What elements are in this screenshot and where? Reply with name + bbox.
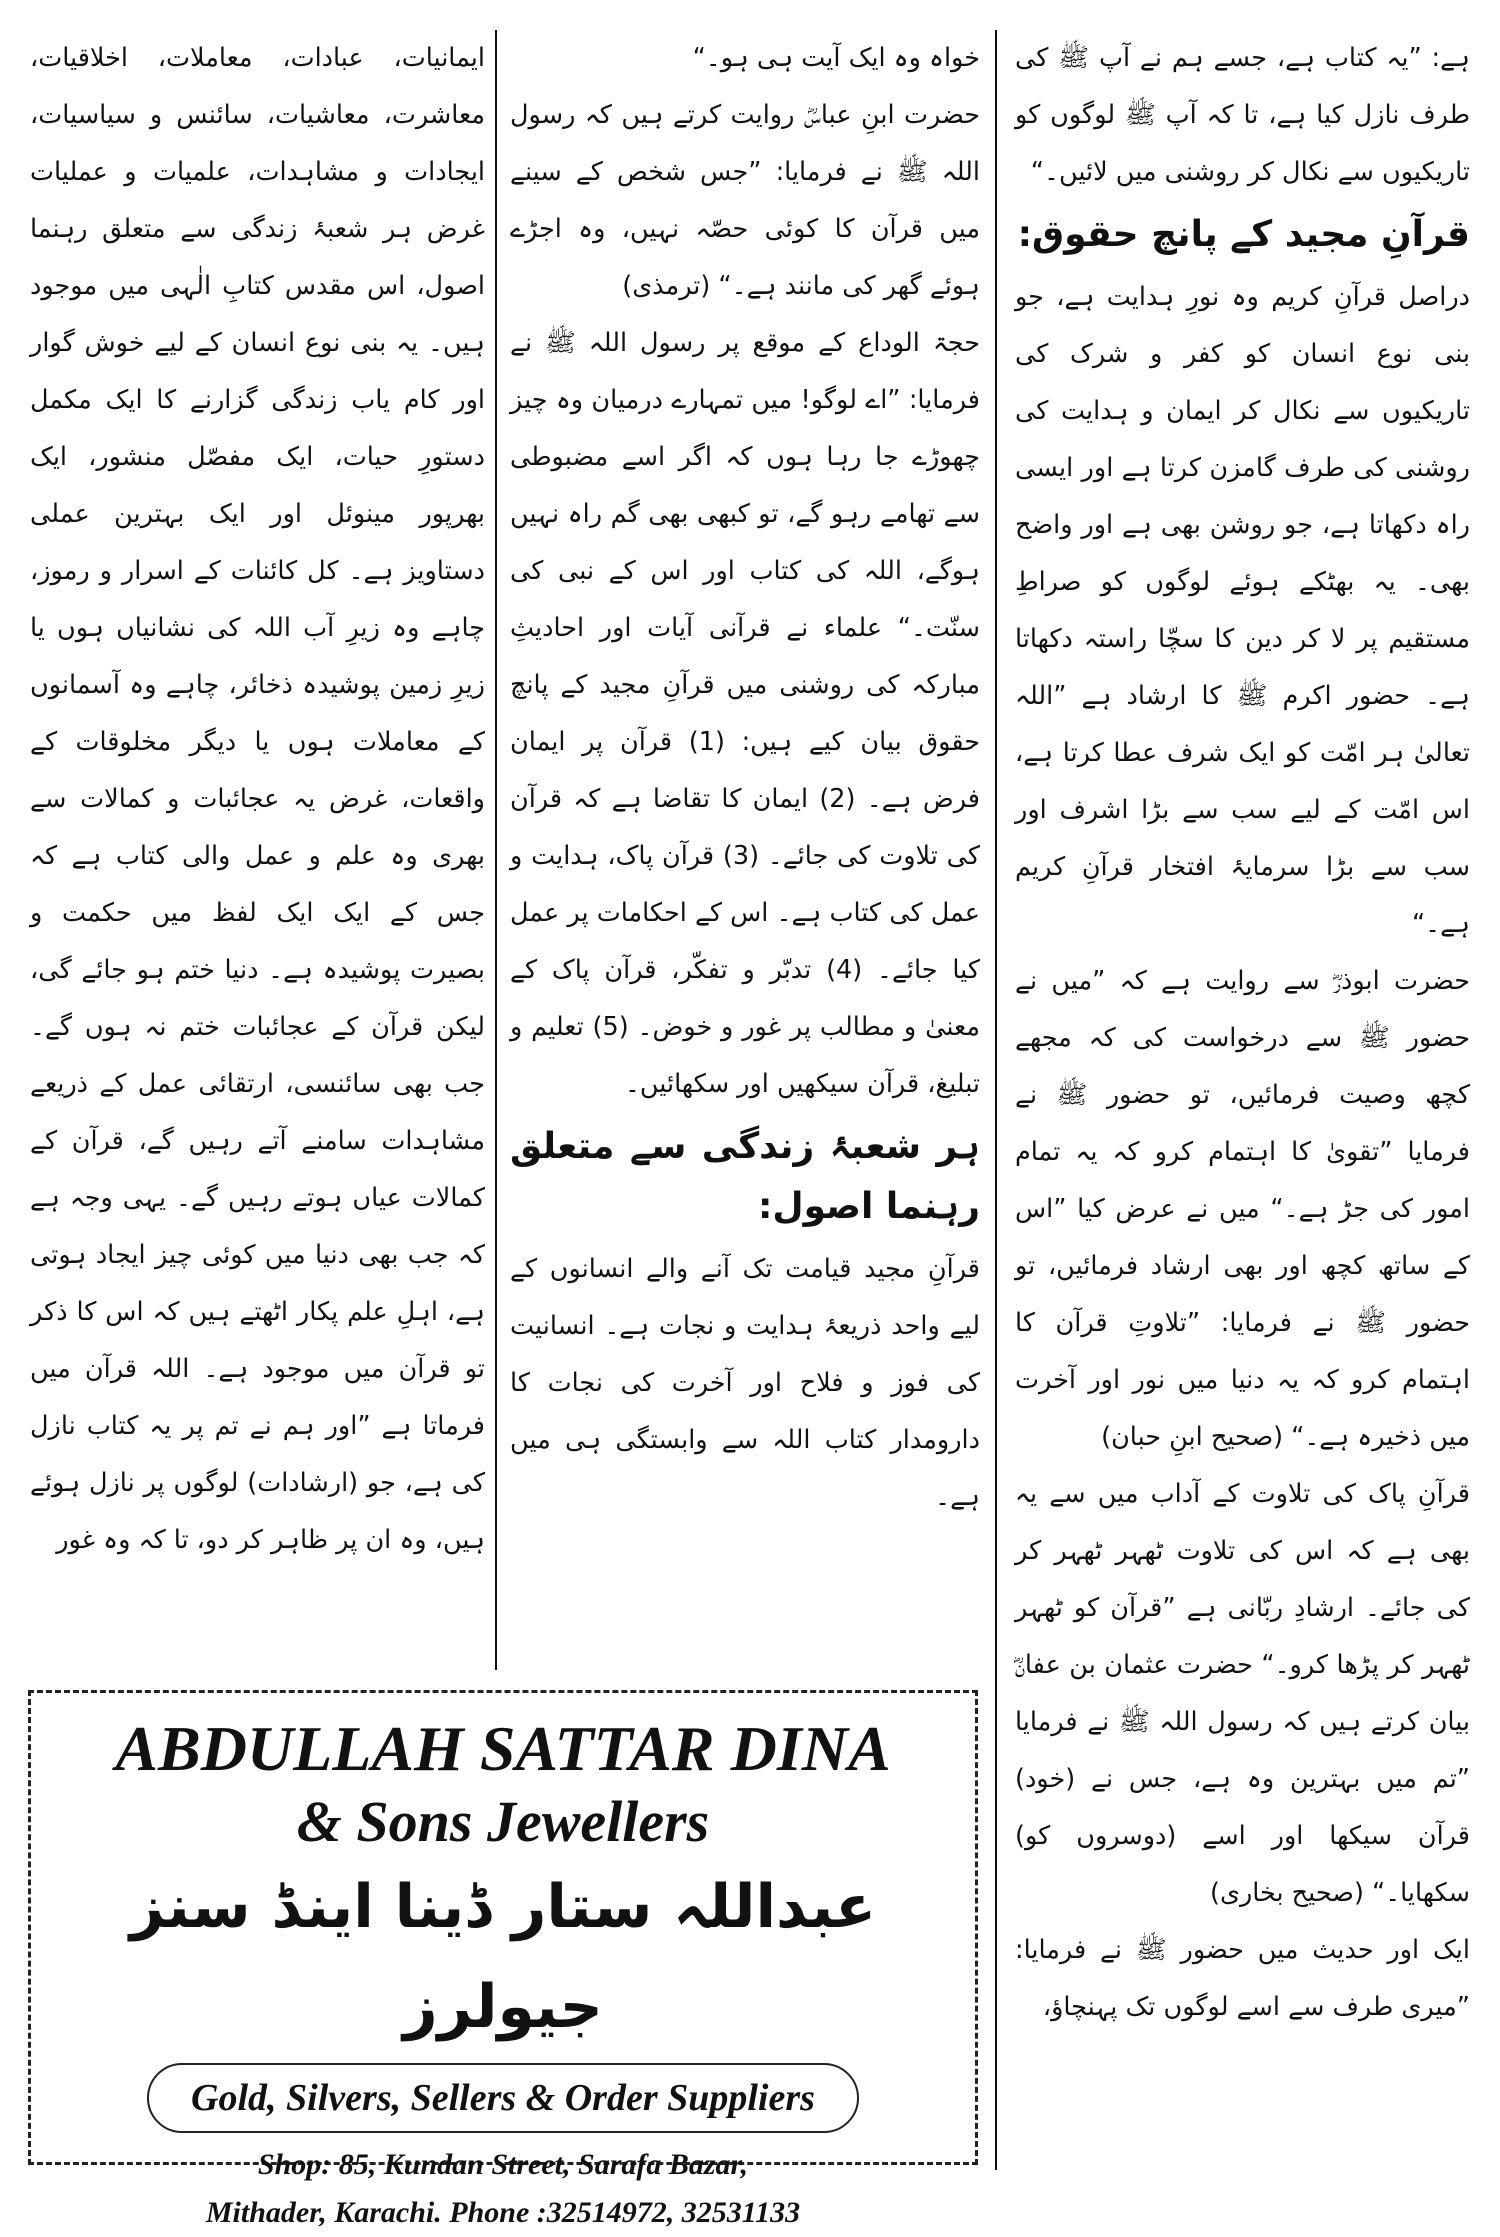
paragraph: ایک اور حدیث میں حضور ﷺ نے فرمایا: ”میری طرف سے اسے لوگوں تک پہنچاؤ، (1015, 1935, 1470, 2022)
paragraph: قرآنِ پاک کی تلاوت کے آداب میں سے یہ بھی ہے کہ اس کی تلاوت ٹھہر ٹھہر کر کی جائے۔ ارشادِ ربّانی ہے ”قرآن کو ٹھہر ٹھہر کر پڑھا کرو۔“ حضرت عثمان بن عفانؓ بیان کرتے ہیں کہ رسول اللہ ﷺ نے فرمایا ”تم میں بہترین وہ ہے، جس نے (خود) قرآن سیکھا اور اسے (دوسروں کو) سکھایا۔“ (صحیح بخاری) (1015, 1479, 1470, 1908)
ad-subtitle: & Sons Jewellers (296, 1789, 710, 1854)
ad-services-badge: Gold, Silvers, Sellers & Order Suppliers (147, 2063, 859, 2133)
paragraph: حضرت ابنِ عباسؓ روایت کرتے ہیں کہ رسول اللہ ﷺ نے فرمایا: ”جس شخص کے سینے میں قرآن کا کوئی حصّہ نہیں، وہ اجڑے ہوئے گھر کی مانند ہے۔“ (ترمذی) (510, 100, 980, 301)
section-heading-guiding-principles: ہر شعبۂ زندگی سے متعلق رہنما اصول: (510, 1126, 980, 1227)
ad-address-line-2: Mithader, Karachi. Phone :32514972, 32531133 (205, 2196, 801, 2229)
paragraph: ہے: ”یہ کتاب ہے، جسے ہم نے آپ ﷺ کی طرف نازل کیا ہے، تا کہ آپ ﷺ لوگوں کو تاریکیوں سے نکال کر روشنی میں لائیں۔“ (1015, 43, 1470, 187)
paragraph: حضرت ابوذرؓ سے روایت ہے کہ ”میں نے حضور ﷺ سے درخواست کی کہ مجھے کچھ وصیت فرمائیں، تو حضور ﷺ نے فرمایا ”تقویٰ کا اہتمام کرو کہ یہ تمام امور کی جڑ ہے۔“ میں نے عرض کیا ”اس کے ساتھ کچھ اور بھی ارشاد فرمائیں، تو حضور ﷺ نے فرمایا: ”تلاوتِ قرآن کا اہتمام کرو کہ یہ دنیا میں نور اور آخرت میں ذخیرہ ہے۔“ (صحیح ابنِ حبان) (1015, 966, 1470, 1452)
jeweller-advertisement (28, 1690, 978, 2229)
column-divider (995, 30, 997, 2170)
paragraph: دراصل قرآنِ کریم وہ نورِ ہدایت ہے، جو بنی نوع انسان کو کفر و شرک کی تاریکیوں سے نکال کر ایمان و ہدایت کی روشنی کی طرف گامزن کرتا ہے اور ایسی راہ دکھاتا ہے، جو روشن بھی ہے اور واضح بھی۔ یہ بھٹکے ہوئے لوگوں کو صراطِ مستقیم پر لا کر دین کا سچّا راستہ دکھاتا ہے۔ حضور اکرم ﷺ کا ارشاد ہے ”اللہ تعالیٰ ہر امّت کو ایک شرف عطا کرتا ہے، اس امّت کے لیے سب سے بڑا اشرف اور سب سے بڑا سرمایۂ افتخار قرآنِ کریم ہے۔“ (1015, 282, 1470, 939)
column-divider (495, 30, 497, 1670)
article-column-right (1015, 30, 1470, 2036)
ad-address-line-1: Shop: 85, Kundan Street, Sarafa Bazar, (257, 2148, 749, 2181)
paragraph: قرآنِ مجید قیامت تک آنے والے انسانوں کے لیے واحد ذریعۂ ہدایت و نجات ہے۔ انسانیت کی فوز و فلاح اور آخرت کی نجات کا دارومدار کتاب اللہ سے وابستگی ہی میں ہے۔ (510, 1254, 980, 1512)
paragraph: حجۃ الوداع کے موقع پر رسول اللہ ﷺ نے فرمایا: ”اے لوگو! میں تمہارے درمیان وہ چیز چھوڑے جا رہا ہوں کہ اگر اسے مضبوطی سے تھامے رہو گے، تو کبھی بھی گم راہ نہیں ہوگے، اللہ کی کتاب اور اس کے نبی کی سنّت۔“ علماء نے قرآنی آیات اور احادیثِ مبارکہ کی روشنی میں قرآنِ مجید کے پانچ حقوق بیان کیے ہیں: (1) قرآن پر ایمان فرض ہے۔ (2) ایمان کا تقاضا ہے کہ قرآن کی تلاوت کی جائے۔ (3) قرآن پاک، ہدایت و عمل کی کتاب ہے۔ اس کے احکامات پر عمل کیا جائے۔ (4) تدبّر و تفکّر، قرآن پاک کے معنیٰ و مطالب پر غور و خوض۔ (5) تعلیم و تبلیغ، قرآن سیکھیں اور سکھائیں۔ (510, 328, 980, 1099)
paragraph: خواہ وہ ایک آیت ہی ہو۔“ (692, 43, 980, 73)
article-column-middle (510, 30, 980, 1526)
paragraph: ایمانیات، عبادات، معاملات، اخلاقیات، معاشرت، معاشیات، سائنس و سیاسیات، ایجادات و مشاہدات، علمیات و عملیات غرض ہر شعبۂ زندگی سے متعلق رہنما اصول، اس مقدس کتابِ الٰہی میں موجود ہیں۔ یہ بنی نوع انسان کے لیے خوش گوار اور کام یاب زندگی گزارنے کا ایک مکمل دستورِ حیات، ایک مفصّل منشور، ایک بھرپور مینوئل اور ایک بہترین عملی دستاویز ہے۔ کل کائنات کے اسرار و رموز، چاہے وہ زیرِ آب اللہ کی نشانیاں ہوں یا زیرِ زمین پوشیدہ ذخائر، چاہے وہ آسمانوں کے معاملات ہوں یا دیگر مخلوقات کے واقعات، غرض یہ عجائبات و کمالات سے بھری وہ علم و عمل والی کتاب ہے کہ جس کے ایک ایک لفظ میں حکمت و بصیرت پوشیدہ ہے۔ دنیا ختم ہو جائے گی، لیکن قرآن کے عجائبات ختم نہ ہوں گے۔ جب بھی سائنسی، ارتقائی عمل کے ذریعے مشاہدات سامنے آتے رہیں گے، قرآن کے کمالات عیاں ہوتے رہیں گے۔ یہی وجہ ہے کہ جب بھی دنیا میں کوئی چیز ایجاد ہوتی ہے، اہلِ علم پکار اٹھتے ہیں کہ اس کا ذکر تو قرآن میں موجود ہے۔ اللہ قرآن میں فرماتا ہے ”اور ہم نے تم پر یہ کتاب نازل کی ہے، جو (ارشادات) لوگوں پر نازل ہوئے ہیں، وہ ان پر ظاہر کر دو، تا کہ وہ غور (30, 43, 485, 1555)
article-column-left (30, 30, 485, 1569)
ad-title: ABDULLAH SATTAR DINA (115, 1713, 891, 1784)
ad-urdu-name: عبداللہ ستار ڈینا اینڈ سنز جیولرز (129, 1872, 877, 2042)
section-heading-five-rights: قرآنِ مجید کے پانچ حقوق: (1017, 214, 1470, 255)
